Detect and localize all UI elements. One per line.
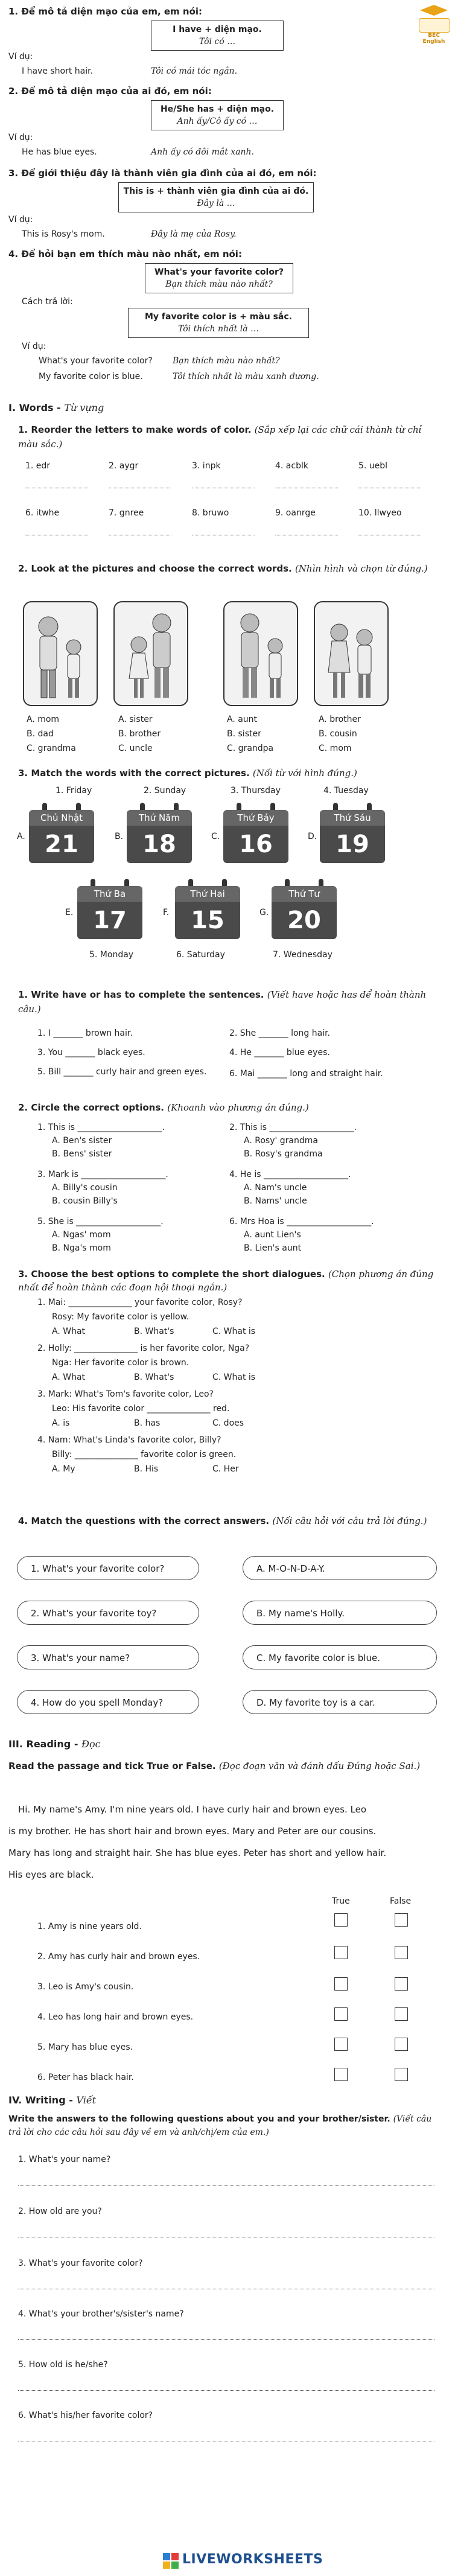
match-answer[interactable]: C. My favorite color is blue. [243,1645,437,1669]
match-answer[interactable]: A. M-O-N-D-A-Y. [243,1556,437,1580]
passage-line: His eyes are black. [8,1869,94,1880]
question: 2. This is ____________________. [229,1123,357,1132]
true-checkbox[interactable] [334,1946,348,1959]
calendar-icon[interactable]: Thứ Bảy 16 [223,802,288,864]
match-question[interactable]: 4. How do you spell Monday? [17,1690,199,1714]
intro-box-4a-en: What's your favorite color? [154,267,284,277]
option[interactable]: A. is [52,1418,70,1428]
false-checkbox[interactable] [395,1946,408,1959]
day-word: 6. Saturday [176,950,225,960]
word-item: 2. aygr [109,461,139,471]
statement: 1. Amy is nine years old. [37,1922,142,1931]
example-label: Ví dụ: [22,342,46,351]
option[interactable]: A. What [52,1372,86,1382]
option[interactable]: B. cousin [319,729,357,739]
answer-label: Cách trả lời: [22,297,73,307]
option[interactable]: A. What [52,1327,86,1336]
word-item: 1. edr [25,461,51,471]
calendar-icon[interactable]: Thứ Ba 17 [77,878,142,940]
option[interactable]: A. aunt Lien's [244,1230,301,1240]
dialogue-line: 3. Mark: What's Tom's favorite color, Leo? [37,1389,214,1399]
statement: 4. Leo has long hair and brown eyes. [37,2012,194,2022]
calendar-icon[interactable]: Thứ Sáu 19 [320,802,385,864]
intro-box-4b [128,308,309,338]
intro-box-4b-vi: Tôi thích nhất là … [178,324,259,334]
publisher-logo [416,5,451,45]
option[interactable]: B. Nga's mom [52,1243,111,1253]
question: 3. Mark is ____________________. [37,1170,168,1179]
option[interactable]: C. grandpa [227,744,274,753]
section-title-words: I. Words - Từ vựng [8,402,104,413]
statement: 6. Peter has black hair. [37,2073,134,2082]
writing-question: 2. How old are you? [18,2207,102,2216]
option[interactable]: B. What's [134,1327,174,1336]
section-title-writing: IV. Writing - Viết [8,2094,97,2106]
sentence[interactable]: 5. Bill _______ curly hair and green eyes. [37,1067,207,1077]
option[interactable]: A. sister [118,715,153,724]
calendar-icon[interactable]: Thứ Năm 18 [127,802,192,864]
example-vi: Anh ấy có đôi mắt xanh. [151,147,254,157]
question: 1. This is ____________________. [37,1123,165,1132]
day-word: 3. Thursday [231,786,281,795]
statement: 3. Leo is Amy's cousin. [37,1982,134,1992]
match-answer[interactable]: B. My name's Holly. [243,1601,437,1625]
calendar-letter: B. [115,832,124,841]
word-item: 8. bruwo [192,508,229,518]
sentence[interactable]: 1. I _______ brown hair. [37,1028,133,1038]
option[interactable]: C. mom [319,744,352,753]
true-checkbox[interactable] [334,2007,348,2021]
option[interactable]: A. Nam's uncle [244,1183,307,1193]
intro-heading-3: 3. Để giới thiệu đây là thành viên gia đình của ai đó, em nói: [8,168,317,179]
option[interactable]: A. Rosy' grandma [244,1136,318,1146]
example-vi: Đây là mẹ của Rosy. [151,229,237,239]
footer-bar [0,2546,455,2576]
word-item: 10. llwyeo [358,508,402,518]
match-question[interactable]: 2. What's your favorite toy? [17,1601,199,1625]
intro-box-2-en: He/She has + diện mạo. [160,104,275,114]
exercise-title: 2. Circle the correct options. (Khoanh vào phương án đúng.) [18,1102,309,1113]
calendar-icon[interactable]: Thứ Hai 15 [175,878,240,940]
option[interactable]: A. brother [319,715,361,724]
option[interactable]: B. brother [118,729,161,739]
family-picture-4 [314,601,389,706]
intro-heading-1: 1. Để mô tả diện mạo của em, em nói: [8,6,203,17]
example-vi: Tôi có mái tóc ngắn. [151,66,238,76]
true-checkbox[interactable] [334,2068,348,2081]
example-en: What's your favorite color? [39,356,153,366]
false-checkbox[interactable] [395,2038,408,2051]
example-en: I have short hair. [22,66,94,76]
intro-box-2-vi: Anh ấy/Cô ấy có … [177,116,258,126]
answer-line[interactable] [18,2390,434,2391]
exercise-title: 2. Look at the pictures and choose the correct words. (Nhìn hình và chọn từ đúng.) [18,563,428,574]
intro-box-3 [118,182,314,212]
option[interactable]: B. sister [227,729,261,739]
exercise-title: 1. Write have or has to complete the sentences. (Viết have hoặc has để hoàn thành câu.) [18,989,427,1015]
option[interactable]: B. Nams' uncle [244,1196,307,1206]
option[interactable]: C. uncle [118,744,153,753]
intro-box-4a-vi: Bạn thích màu nào nhất? [165,279,273,289]
writing-question: 6. What's his/her favorite color? [18,2411,153,2420]
passage-line: Hi. My name's Amy. I'm nine years old. I have curly hair and brown eyes. Leo [18,1804,367,1815]
option[interactable]: A. My [52,1464,75,1474]
intro-box-3-en: This is + thành viên gia đình của ai đó. [123,187,309,196]
exercise-title: Write the answers to the following questions about you and your brother/sister. (Viết câu trả lời cho các câu hỏi sau đây về em và anh/chị/em của em.) [8,2114,432,2137]
day-word: 2. Sunday [144,786,186,795]
option[interactable]: C. Her [212,1464,239,1474]
option[interactable]: B. dad [27,729,54,739]
example-label: Ví dụ: [8,133,33,142]
family-picture-3 [223,601,298,706]
option[interactable]: C. What is [212,1372,256,1382]
example-vi: Tôi thích nhất là màu xanh dương. [173,372,319,381]
statement: 2. Amy has curly hair and brown eyes. [37,1952,200,1962]
false-checkbox[interactable] [395,2007,408,2021]
statement: 5. Mary has blue eyes. [37,2042,133,2052]
option[interactable]: A. Ben's sister [52,1136,112,1146]
option[interactable]: C. grandma [27,744,76,753]
calendar-icon[interactable]: Thứ Tư 20 [272,878,337,940]
dialogue-line: 4. Nam: What's Linda's favorite color, Billy? [37,1435,221,1445]
word-item: 5. uebl [358,461,388,471]
intro-box-1 [151,21,284,51]
option[interactable]: A. aunt [227,715,258,724]
exercise-title: 1. Reorder the letters to make words of color. (Sắp xếp lại các chữ cái thành từ chỉ màu sắc.) [18,424,422,450]
example-label: Ví dụ: [8,215,33,225]
word-item: 6. itwhe [25,508,60,518]
passage-line: is my brother. He has short hair and brown eyes. Mary and Peter are our cousins. [8,1826,377,1837]
option[interactable]: A. Billy's cousin [52,1183,118,1193]
dialogue-line: Rosy: My favorite color is yellow. [52,1312,189,1322]
match-question[interactable]: 3. What's your name? [17,1645,199,1669]
word-item: 9. oanrge [275,508,316,518]
exercise-title: Read the passage and tick True or False. (Đọc đoạn văn và đánh dấu Đúng hoặc Sai.) [8,1761,421,1771]
day-word: 1. Friday [56,786,92,795]
logo-text: BEC English [422,33,445,45]
match-answer[interactable]: D. My favorite toy is a car. [243,1690,437,1714]
dialogue-line[interactable]: 1. Mai: _______________ your favorite color, Rosy? [37,1298,243,1307]
sentence[interactable]: 4. He _______ blue eyes. [229,1048,330,1057]
exercise-title: 3. Match the words with the correct pictures. (Nối từ với hình đúng.) [18,768,357,779]
passage-line: Mary has long and straight hair. She has blue eyes. Peter has short and yellow hair. [8,1848,387,1858]
calendar-letter: A. [17,832,25,841]
example-en: My favorite color is blue. [39,372,143,381]
option[interactable]: B. Bens' sister [52,1149,112,1159]
word-item: 4. acblk [275,461,308,471]
liveworksheets-logo-icon [163,2553,179,2569]
true-checkbox[interactable] [334,1977,348,1991]
section-title-reading: III. Reading - Đọc [8,1738,101,1750]
intro-box-2 [151,100,284,130]
intro-box-4a [145,263,293,293]
writing-question: 5. How old is he/she? [18,2360,108,2370]
family-picture-2 [113,601,188,706]
option[interactable]: B. What's [134,1372,174,1382]
option[interactable]: B. His [134,1464,159,1474]
writing-question: 4. What's your brother's/sister's name? [18,2309,184,2319]
match-question[interactable]: 1. What's your favorite color? [17,1556,199,1580]
answer-line[interactable] [18,2339,434,2340]
option[interactable]: A. mom [27,715,60,724]
liveworksheets-brand[interactable]: LIVEWORKSHEETS [182,2552,323,2567]
day-word: 7. Wednesday [273,950,332,960]
question: 4. He is ____________________. [229,1170,351,1179]
option[interactable]: B. Lien's aunt [244,1243,302,1253]
exercise-title: 4. Match the questions with the correct answers. (Nối câu hỏi với câu trả lời đúng.) [18,1516,427,1526]
example-label: Ví dụ: [8,52,33,62]
true-checkbox[interactable] [334,2038,348,2051]
option[interactable]: B. Rosy's grandma [244,1149,323,1159]
calendar-letter: G. [259,908,269,917]
example-en: He has blue eyes. [22,147,97,157]
calendar-letter: E. [65,908,74,917]
family-picture-1 [23,601,98,706]
intro-box-1-en: I have + diện mạo. [173,25,262,34]
option[interactable]: C. What is [212,1327,256,1336]
example-en: This is Rosy's mom. [22,229,105,239]
question: 5. She is ____________________. [37,1217,164,1226]
exercise-title: 3. Choose the best options to complete the short dialogues. (Chọn phương án đúng nhất để hoàn thành các đoạn hội thoại ngắn.) [18,1269,434,1293]
writing-question: 3. What's your favorite color? [18,2259,143,2268]
false-checkbox[interactable] [395,1913,408,1927]
intro-box-3-vi: Đây là … [197,199,235,208]
dialogue-line[interactable]: Billy: _______________ favorite color is green. [52,1450,237,1459]
option[interactable]: B. has [134,1418,161,1428]
sentence[interactable]: 6. Mai _______ long and straight hair. [229,1069,383,1079]
day-word: 5. Monday [89,950,134,960]
dialogue-line[interactable]: 2. Holly: _______________ is her favorite color, Nga? [37,1344,250,1353]
writing-question: 1. What's your name? [18,2155,111,2164]
word-item: 7. gnree [109,508,144,518]
calendar-icon[interactable]: Chủ Nhật 21 [29,802,94,864]
day-word: 4. Tuesday [323,786,369,795]
intro-box-1-vi: Tôi có … [199,37,236,46]
column-false: False [390,1896,412,1906]
word-item: 3. inpk [192,461,221,471]
option[interactable]: C. does [212,1418,244,1428]
sentence[interactable]: 3. You _______ black eyes. [37,1048,145,1057]
dialogue-line: Nga: Her favorite color is brown. [52,1358,189,1368]
question: 6. Mrs Hoa is ____________________. [229,1217,374,1226]
dialogue-line[interactable]: Leo: His favorite color _______________ red. [52,1404,230,1414]
true-checkbox[interactable] [334,1913,348,1927]
false-checkbox[interactable] [395,2068,408,2081]
intro-box-4b-en: My favorite color is + màu sắc. [145,312,292,322]
intro-heading-4: 4. Để hỏi bạn em thích màu nào nhất, em nói: [8,249,242,260]
intro-heading-2: 2. Để mô tả diện mạo của ai đó, em nói: [8,86,212,97]
calendar-letter: C. [211,832,220,841]
option[interactable]: A. Ngas' mom [52,1230,111,1240]
calendar-letter: D. [308,832,317,841]
column-true: True [332,1896,350,1906]
calendar-letter: F. [163,908,170,917]
option[interactable]: B. cousin Billy's [52,1196,118,1206]
false-checkbox[interactable] [395,1977,408,1991]
sentence[interactable]: 2. She _______ long hair. [229,1028,331,1038]
example-vi: Bạn thích màu nào nhất? [173,356,280,366]
